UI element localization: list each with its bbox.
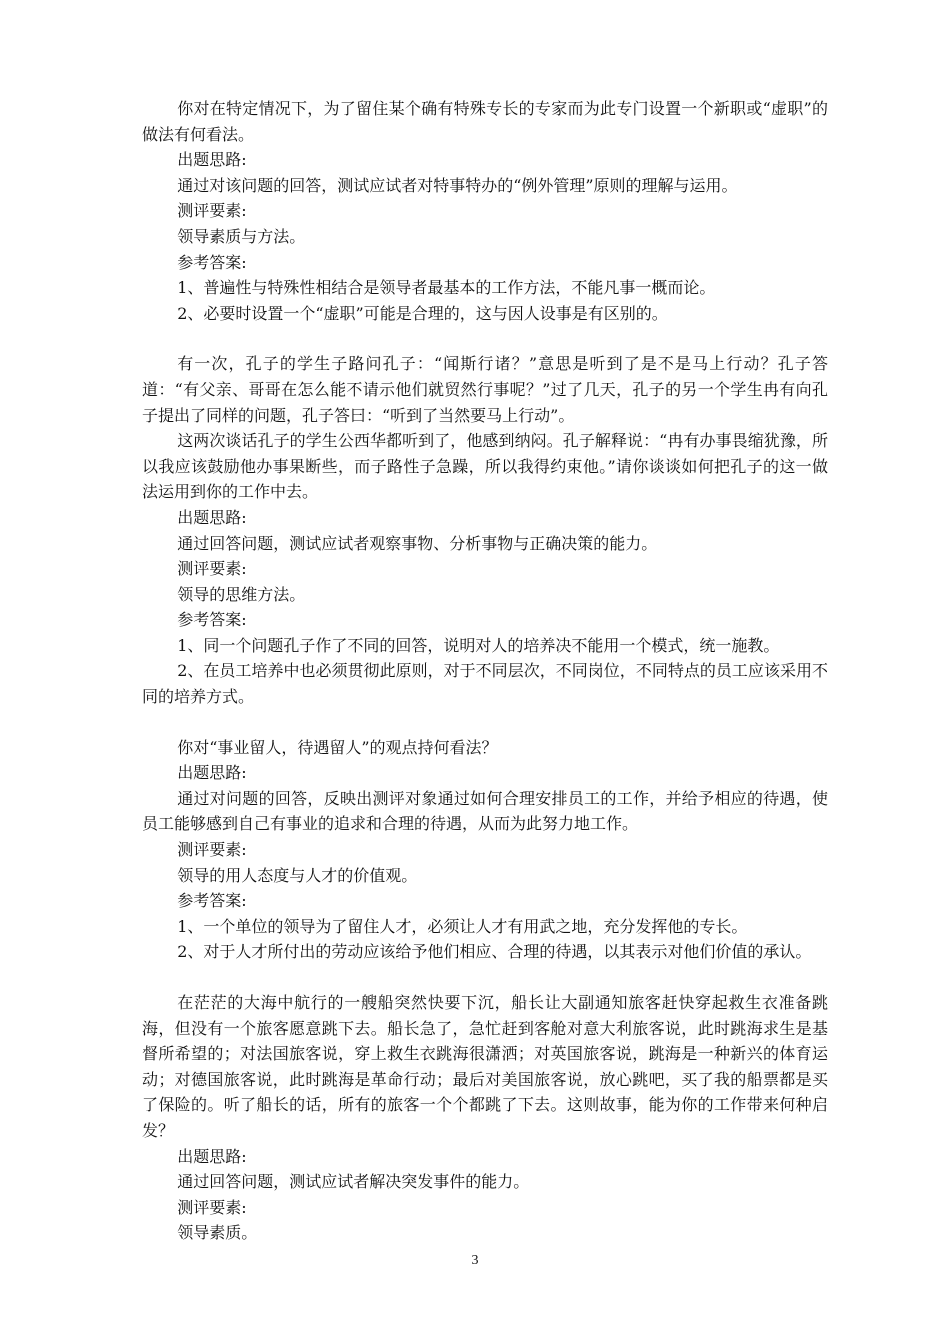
answer-label: 参考答案: xyxy=(177,610,247,630)
answer-item: 2、对于人才所付出的劳动应该给予他们相应、合理的待遇，以其表示对他们价值的承认。 xyxy=(177,942,812,962)
question-block-2 xyxy=(142,351,828,709)
question-paragraph: 有一次，孔子的学生子路问孔子：“闻斯行诸？”意思是听到了是不是马上行动？孔子答道：“有父亲、哥哥在怎么能不请示他们就贸然行事呢？”过了几天，孔子的另一个学生冉有向孔子提出了同样的问题，孔子答曰：“听到了当然要马上行动”。 xyxy=(142,354,828,425)
question-paragraph: 这两次谈话孔子的学生公西华都听到了，他感到纳闷。孔子解释说：“冉有办事畏缩犹豫，所以我应该鼓励他办事果断些，而子路性子急躁，所以我得约束他。”请你谈谈如何把孔子的这一做法运用到你的工作中去。 xyxy=(142,431,828,502)
idea-text: 通过对该问题的回答，测试应试者对特事特办的“例外管理”原则的理解与运用。 xyxy=(177,175,738,195)
question-text: 你对在特定情况下，为了留住某个确有特殊专长的专家而为此专门设置一个新职或“虚职”的做法有何看法。 xyxy=(142,99,828,144)
answer-item: 1、同一个问题孔子作了不同的回答，说明对人的培养决不能用一个模式，统一施教。 xyxy=(177,635,780,655)
question-block-4 xyxy=(142,990,828,1246)
answer-item: 2、在员工培养中也必须贯彻此原则，对于不同层次，不同岗位，不同特点的员工应该采用不同的培养方式。 xyxy=(142,661,828,707)
answer-label: 参考答案: xyxy=(177,252,247,272)
element-label: 测评要素: xyxy=(177,559,247,579)
page-content xyxy=(142,96,828,1246)
element-label: 测评要素: xyxy=(177,840,247,860)
idea-label: 出题思路: xyxy=(177,1146,247,1166)
idea-text: 通过回答问题，测试应试者观察事物、分析事物与正确决策的能力。 xyxy=(177,533,658,553)
element-text: 领导的用人态度与人才的价值观。 xyxy=(177,865,418,885)
question-block-1 xyxy=(142,96,828,326)
idea-label: 出题思路: xyxy=(177,150,247,170)
idea-label: 出题思路: xyxy=(177,763,247,783)
question-text: 在茫茫的大海中航行的一艘船突然快要下沉，船长让大副通知旅客赶快穿起救生衣准备跳海，但没有一个旅客愿意跳下去。船长急了，急忙赶到客舱对意大利旅客说，此时跳海求生是基督所希望的；对法国旅客说，穿上救生衣跳海很潇洒；对英国旅客说，跳海是一种新兴的体育运动；对德国旅客说，此时跳海是革命行动；最后对美国旅客说，放心跳吧，买了我的船票都是买了保险的。听了船长的话，所有的旅客一个个都跳了下去。这则故事，能为你的工作带来何种启发？ xyxy=(142,993,828,1140)
answer-label: 参考答案: xyxy=(177,891,247,911)
idea-text: 通过对问题的回答，反映出测评对象通过如何合理安排员工的工作，并给予相应的待遇，使员工能够感到自己有事业的追求和合理的待遇，从而为此努力地工作。 xyxy=(142,788,828,834)
page-number: 3 xyxy=(471,1253,479,1268)
element-text: 领导素质与方法。 xyxy=(177,226,306,246)
answer-item: 2、必要时设置一个“虚职”可能是合理的，这与因人设事是有区别的。 xyxy=(177,303,668,323)
question-block-3 xyxy=(142,735,828,965)
element-text: 领导的思维方法。 xyxy=(177,584,306,604)
element-label: 测评要素: xyxy=(177,201,247,221)
element-label: 测评要素: xyxy=(177,1197,247,1217)
idea-text: 通过回答问题，测试应试者解决突发事件的能力。 xyxy=(177,1172,530,1192)
answer-item: 1、一个单位的领导为了留住人才，必须让人才有用武之地，充分发挥他的专长。 xyxy=(177,916,748,936)
idea-label: 出题思路: xyxy=(177,507,247,527)
element-text: 领导素质。 xyxy=(177,1223,258,1243)
question-text: 你对“事业留人，待遇留人”的观点持何看法？ xyxy=(177,737,498,757)
answer-item: 1、普遍性与特殊性相结合是领导者最基本的工作方法，不能凡事一概而论。 xyxy=(177,278,716,298)
